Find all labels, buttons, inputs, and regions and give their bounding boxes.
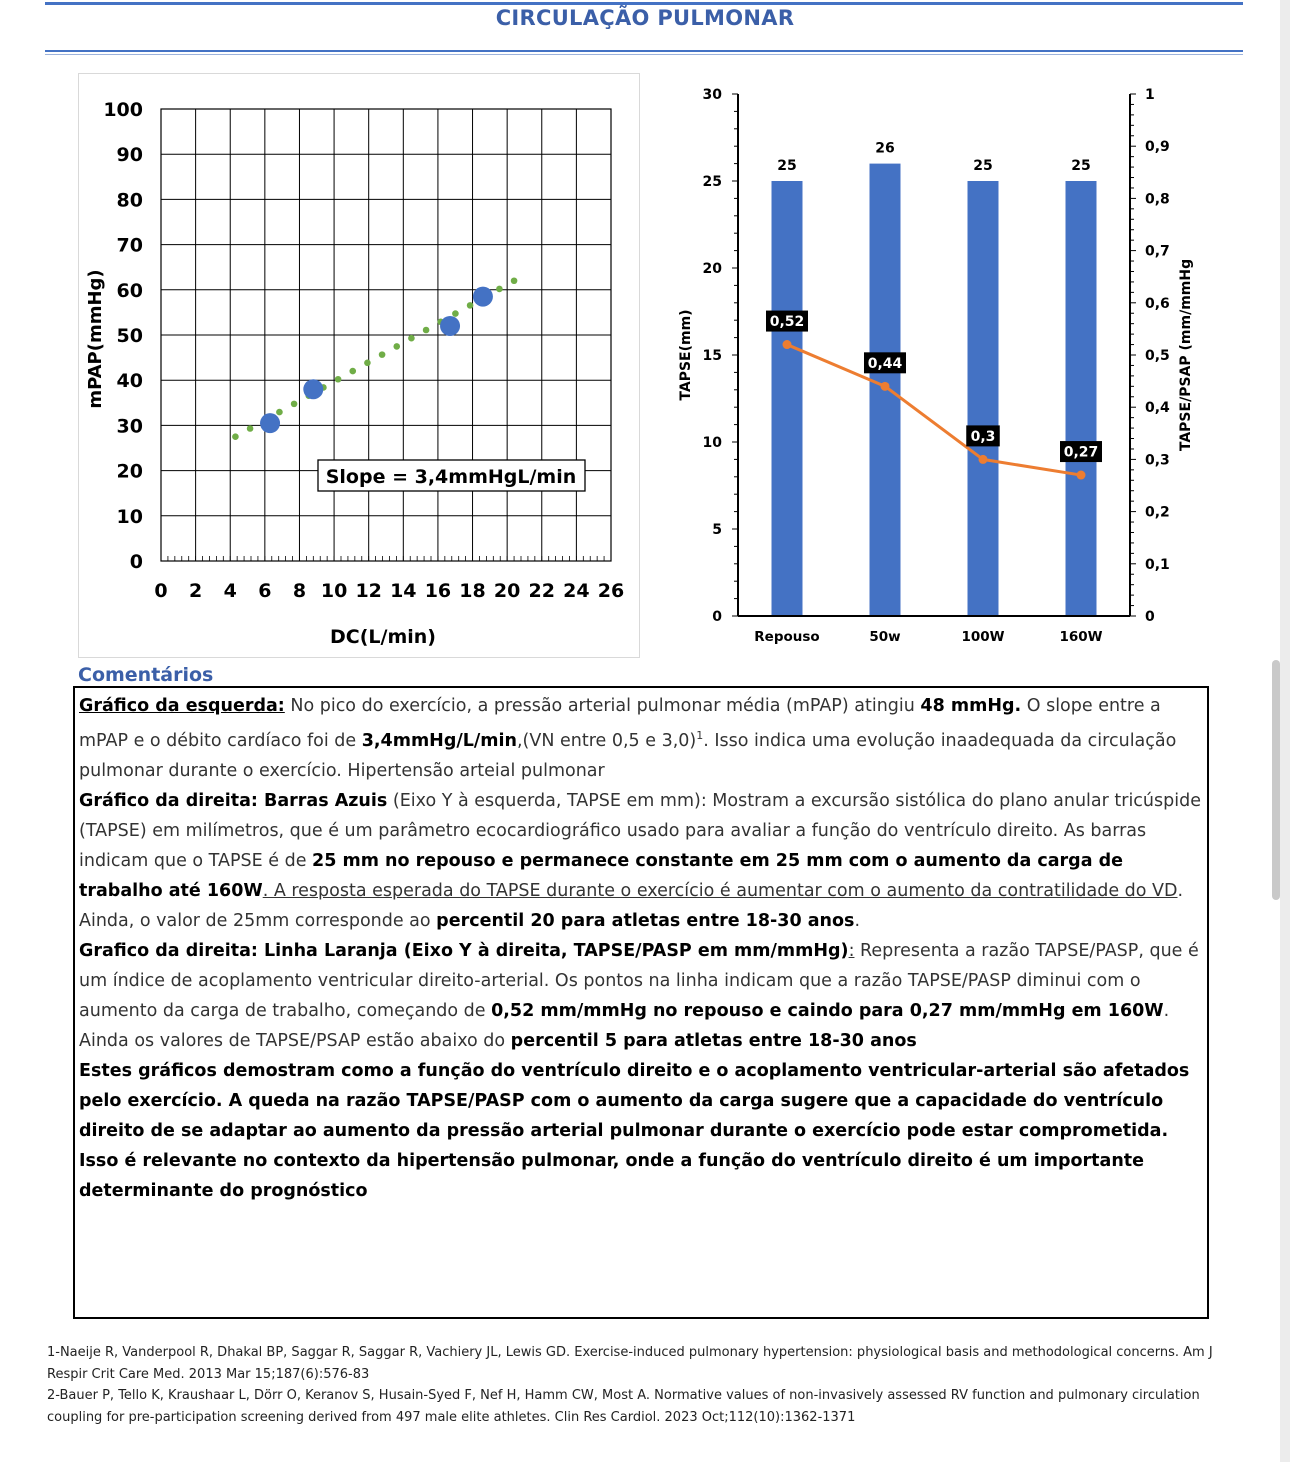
left-chart-x-axis-label: DC(L/min) [330,626,436,648]
x-tick-label: 0 [154,580,168,602]
comment-3-colon: : [848,940,855,961]
tapse-chart [668,78,1208,658]
x-tick-label: 10 [320,580,348,602]
comment-2-percentile: percentil 20 para atletas entre 18-30 anos [436,910,855,931]
comment-right-bars [79,786,1203,936]
comment-1-text-b: O slope entre a mPAP e o débito cardíaco foi de [79,696,1161,751]
right-chart-left-axis-label: TAPSE(mm) [678,309,694,401]
y-tick-label: 20 [116,460,143,483]
mpap-vs-cardiac-output-chart [78,73,640,658]
right-tick-label: 1 [1145,87,1155,103]
left-chart-y-ticks [103,99,143,573]
right-tick-label: 0,5 [1145,348,1170,364]
tapse-psap-point [1077,471,1086,480]
trend-dot [247,425,254,432]
tapse-psap-polyline [787,345,1081,476]
left-tick-label: 10 [702,435,722,451]
comment-2-heading: Gráfico da direita: Barras Azuis [79,790,388,811]
y-tick-label: 100 [103,99,143,121]
x-tick-label: 26 [597,580,625,602]
right-tick-label: 0,6 [1145,295,1170,312]
x-tick-label: 12 [355,580,382,602]
trend-dot [467,302,474,309]
left-tick-label: 5 [712,522,722,538]
comment-1-text-a: No pico do exercício, a pressão arterial pulmonar média (mPAP) atingiu [284,696,921,716]
trend-dot [511,277,518,284]
data-point [440,316,460,336]
x-tick-label: 20 [493,580,521,602]
category-label: 100W [961,629,1005,645]
comment-3-text-a: Representa a razão TAPSE/PASP, que é um índice de acoplamento ventricular direito-arterial. Os pontos na linha indicam que a razão TAPSE/PASP diminui com o aumento da carga de trabalho, começando de [79,940,1199,1021]
x-tick-label: 4 [223,580,237,602]
tapse-psap-label: 0,27 [1063,444,1099,461]
trend-dot [393,343,400,350]
left-chart-y-axis-label: mPAP(mmHg) [85,269,106,409]
tapse-bar-label: 25 [777,158,797,174]
trend-dot [291,401,298,408]
y-tick-label: 70 [116,234,143,257]
trend-dot [232,433,239,440]
tapse-bar [1063,181,1099,616]
trend-dot [452,310,459,317]
right-chart-svg [668,78,1208,658]
tapse-bar [769,181,805,616]
comments-heading: Comentários [78,664,214,686]
tapse-bar [968,181,999,616]
right-chart-left-ticks [703,87,723,625]
trend-dot [379,351,386,358]
left-tick-label: 25 [702,174,722,190]
comment-1-text-d: . Isso indica uma evolução inaadequada da circulação pulmonar durante o exercício. Hipertensão arteial pulmonar [79,730,1177,781]
title-rule [45,50,1243,52]
x-tick-label: 2 [188,580,203,602]
tapse-psap-point [783,340,792,349]
trend-dot [496,286,503,293]
tapse-bar-label: 25 [973,158,993,174]
trend-dot [349,368,356,375]
tapse-bar-label: 26 [875,140,895,157]
y-tick-label: 10 [116,505,143,528]
y-tick-label: 0 [129,551,143,573]
left-chart-points [260,287,493,434]
reference-1: 1-Naeije R, Vanderpool R, Dhakal BP, Saggar R, Saggar R, Vachiery JL, Lewis GD. Exercise-induced pulmonary hypertension: physiological basis and methodological concerns. Am J Respir Crit Care Med. 2013 Mar 15;187(6):576-83 [47,1345,1213,1382]
comment-2-text-a: (Eixo Y à esquerda, TAPSE em mm): Mostram a excursão sistólica do plano anular tricúspide (TAPSE) em milímetros, que é um parâmetro ecocardiográfico usado para avaliar a função do ventrículo direito. As barras indicam que o TAPSE é de [79,790,1201,871]
left-tick-label: 30 [702,87,722,103]
trend-dot [408,335,415,342]
comments-box [73,686,1209,1319]
right-tick-label: 0,8 [1145,191,1170,208]
category-label: Repouso [754,629,820,645]
right-chart-right-axis-label: TAPSE/PSAP (mm/mmHg [1178,258,1194,452]
left-chart-svg [79,74,639,657]
left-tick-label: 20 [702,261,722,277]
right-tick-label: 0,9 [1145,139,1170,156]
x-tick-label: 8 [292,580,307,602]
page-title: CIRCULAÇÃO PULMONAR [495,6,795,30]
category-label: 160W [1059,629,1103,645]
comment-3-percentile: percentil 5 para atletas entre 18-30 anos [510,1030,917,1051]
y-tick-label: 30 [116,415,143,438]
comment-conclusion: Estes gráficos demostram como a função do ventrículo direito e o acoplamento ventricular-arterial são afetados pelo exercício. A queda na razão TAPSE/PASP com o aumento da carga sugere que a capacidade do ventrículo direito de se adaptar ao aumento da pressão arterial pulmonar durante o exercício pode estar comprometida. Isso é relevante no contexto da hipertensão pulmonar, onde a função do ventrículo direito é um importante determinante do prognóstico [79,1060,1190,1201]
tapse-psap-label: 0,3 [970,428,996,445]
x-tick-label: 14 [390,580,417,602]
data-point [473,287,493,307]
y-tick-label: 80 [116,189,143,212]
comment-1-heading: Gráfico da esquerda: [79,696,285,716]
tapse-bars [769,140,1097,616]
data-point [303,379,323,399]
left-chart-x-ticks [154,580,624,602]
right-tick-label: 0 [1145,609,1155,625]
x-tick-label: 6 [258,580,272,602]
y-tick-label: 60 [116,279,143,302]
title-rule-thin [45,54,1243,55]
tapse-psap-label: 0,44 [867,355,903,372]
comment-1-peak: 48 mmHg. [920,696,1022,716]
left-tick-label: 15 [702,348,722,364]
right-tick-label: 0,7 [1145,243,1170,260]
comment-right-line [79,936,1203,1056]
trend-dot [423,327,430,334]
slope-annotation: Slope = 3,4mmHgL/min [325,466,577,488]
tapse-bar-label: 25 [1071,158,1091,174]
tapse-psap-line [766,311,1102,480]
trend-dot [276,409,283,416]
comment-3-heading: Grafico da direita: Linha Laranja (Eixo Y à direita, TAPSE/PASP em mm/mmHg) [79,940,849,961]
y-tick-label: 90 [116,144,143,167]
right-tick-label: 0,4 [1145,400,1170,417]
right-tick-label: 0,3 [1145,452,1170,469]
category-label: 50w [869,629,901,645]
right-tick-label: 0,2 [1145,504,1170,521]
x-tick-label: 24 [563,580,590,602]
trend-dot [364,360,371,367]
x-tick-label: 22 [528,580,555,602]
data-point [260,413,280,433]
right-chart-categories [754,629,1102,645]
comment-2-end: . [854,910,861,931]
references [47,1342,1247,1428]
y-tick-label: 40 [116,370,143,393]
left-tick-label: 0 [712,609,722,625]
top-rule [45,2,1243,5]
trend-dot [335,376,342,383]
x-tick-label: 16 [424,580,452,602]
right-tick-label: 0,1 [1145,556,1170,573]
comment-2-underlined: . A resposta esperada do TAPSE durante o exercício é aumentar com o aumento da contratilidade do VD [262,880,1178,901]
comment-3-text-b: . Ainda os valores de TAPSE/PSAP estão abaixo do [79,1000,1170,1051]
scrollbar-thumb[interactable] [1272,660,1280,900]
right-chart-right-ticks [1145,87,1170,625]
reference-2: 2-Bauer P, Tello K, Kraushaar L, Dörr O, Keranov S, Husain-Syed F, Nef H, Hamm CW, Most A. Normative values of non-invasively assessed RV function and pulmonary circulation coupling for pre-participation screening derived from 497 male elite athletes. Clin Res Cardiol. 2023 Oct;112(10):1362-1371 [47,1388,1200,1425]
comment-1-text-c: ,(VN entre 0,5 e 3,0) [516,730,697,751]
comment-2-bold: 25 mm no repouso e permanece constante em 25 mm com o aumento da carga de trabalho até 160W [79,850,1123,901]
tapse-psap-point [881,382,890,391]
comment-left-chart [79,691,1203,786]
comment-3-values: 0,52 mm/mmHg no repouso e caindo para 0,27 mm/mmHg em 160W [491,1000,1164,1021]
left-chart-grid [161,109,611,561]
comment-2-text-b: . Ainda, o valor de 25mm corresponde ao [79,880,1184,931]
tapse-psap-label: 0,52 [769,314,805,331]
comment-1-slope: 3,4mmHg/L/min [361,730,517,751]
y-tick-label: 50 [116,325,143,347]
comment-1-ref: 1 [696,729,704,742]
tapse-psap-point [979,455,988,464]
x-tick-label: 18 [459,580,486,602]
